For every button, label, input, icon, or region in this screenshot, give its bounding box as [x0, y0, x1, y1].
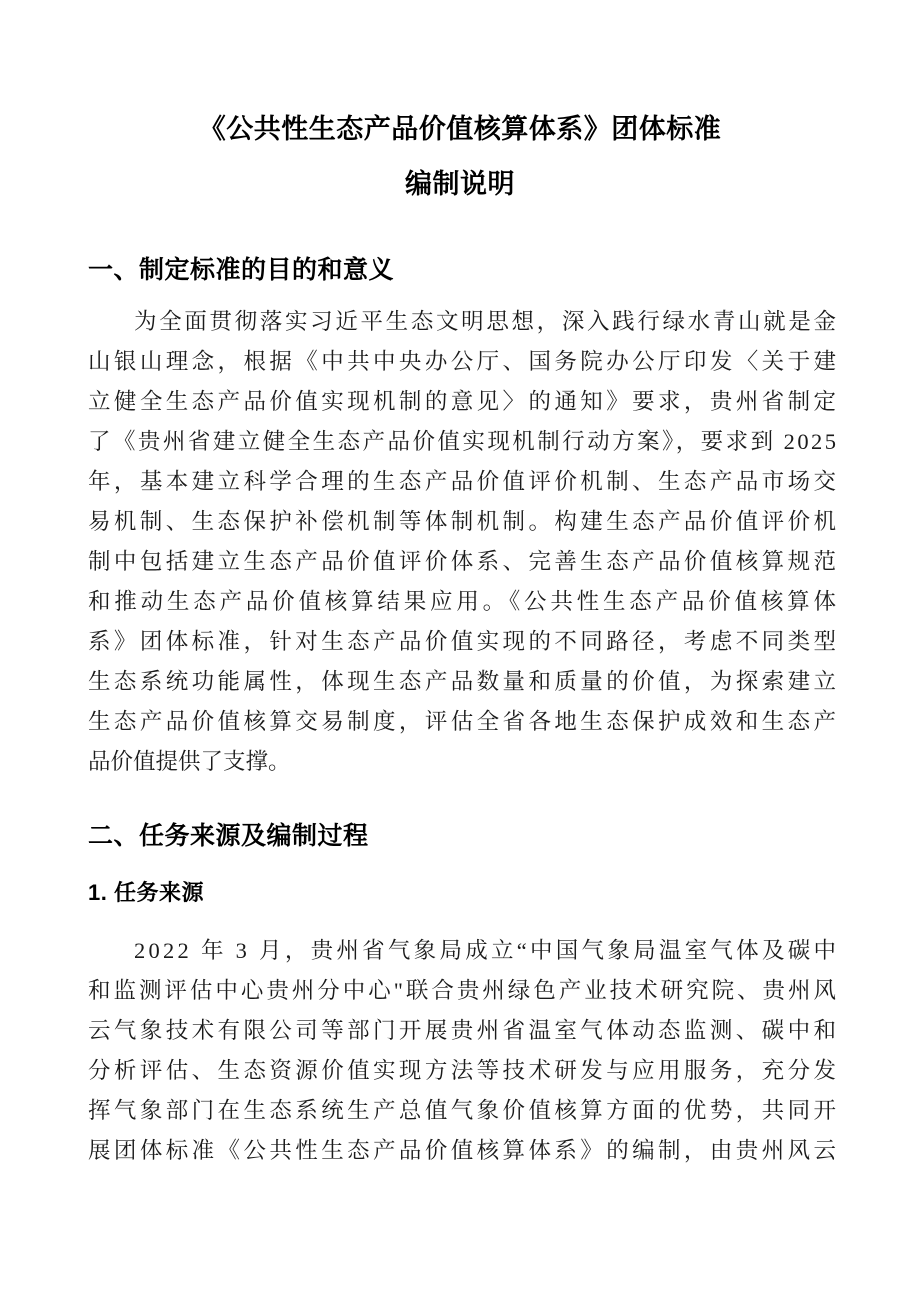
body-line: 生态产品价值核算交易制度，评估全省各地生态保护成效和生态产 — [88, 709, 840, 734]
body-line: 制中包括建立生态产品价值评价体系、完善生态产品价值核算规范 — [88, 549, 840, 574]
body-line: 2022 年 3 月，贵州省气象局成立“中国气象局温室气体及碳中 — [134, 938, 840, 963]
body-line: 分析评估、生态资源价值实现方法等技术研发与应用服务，充分发 — [88, 1058, 840, 1083]
body-line: 生态系统功能属性，体现生态产品数量和质量的价值，为探索建立 — [88, 669, 840, 694]
body-line: 品价值提供了支撑。 — [88, 749, 291, 774]
body-line: 为全面贯彻落实习近平生态文明思想，深入践行绿水青山就是金 — [134, 309, 839, 334]
section-heading-2: 二、任务来源及编制过程 — [88, 822, 369, 850]
subsection-heading-1: 1. 任务来源 — [88, 880, 204, 905]
body-line: 系》团体标准，针对生态产品价值实现的不同路径，考虑不同类型 — [88, 629, 840, 654]
body-line: 年，基本建立科学合理的生态产品价值评价机制、生态产品市场交 — [88, 469, 840, 494]
body-line: 挥气象部门在生态系统生产总值气象价值核算方面的优势，共同开 — [88, 1098, 840, 1123]
body-line: 了《贵州省建立健全生态产品价值实现机制行动方案》，要求到 2025 — [88, 429, 839, 454]
body-line: 和推动生态产品价值核算结果应用。《公共性生态产品价值核算体 — [88, 589, 840, 614]
body-line: 易机制、生态保护补偿机制等体制机制。构建生态产品价值评价机 — [88, 509, 840, 534]
body-line: 展团体标准《公共性生态产品价值核算体系》的编制，由贵州风云 — [88, 1138, 840, 1163]
document-title-line-2: 编制说明 — [405, 169, 515, 199]
body-line: 立健全生态产品价值实现机制的意见〉的通知》要求，贵州省制定 — [88, 389, 840, 414]
body-line: 云气象技术有限公司等部门开展贵州省温室气体动态监测、碳中和 — [88, 1018, 840, 1043]
body-line: 山银山理念，根据《中共中央办公厅、国务院办公厅印发〈关于建 — [88, 349, 840, 374]
body-line: 和监测评估中心贵州分中心"联合贵州绿色产业技术研究院、贵州风 — [88, 978, 839, 1003]
document-title-line-1: 《公共性生态产品价值核算体系》团体标准 — [198, 114, 722, 144]
section-heading-1: 一、制定标准的目的和意义 — [88, 256, 395, 284]
